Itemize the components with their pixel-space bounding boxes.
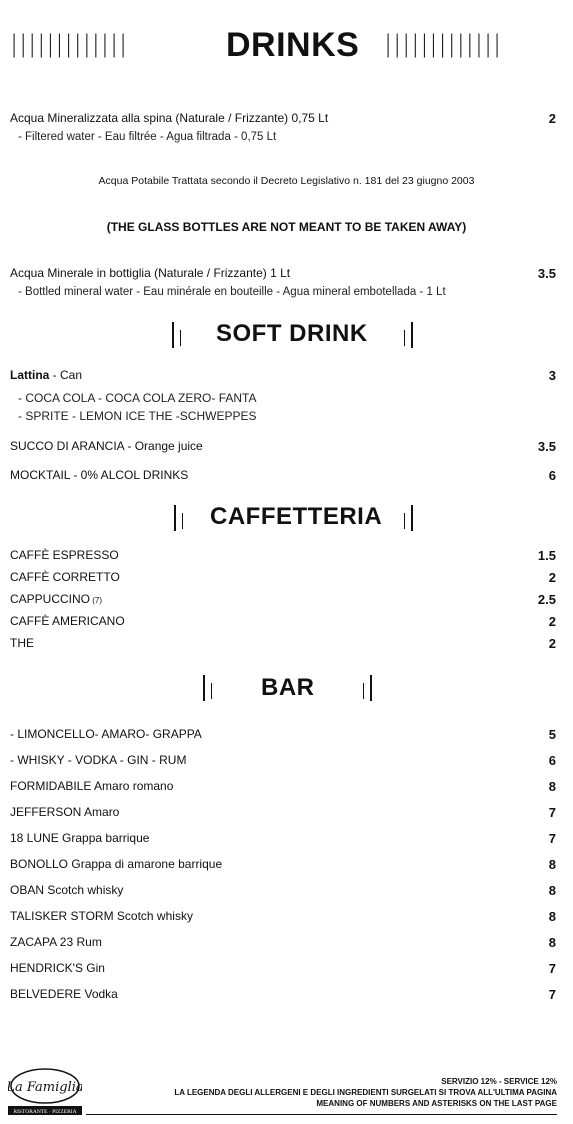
menu-item-spirits bbox=[10, 753, 556, 768]
item-name: CAFFÈ AMERICANO bbox=[10, 614, 125, 628]
item-name: BONOLLO bbox=[10, 857, 69, 871]
menu-item-corretto bbox=[10, 570, 556, 585]
item-desc: Amaro romano bbox=[91, 779, 174, 793]
item-desc: Vodka bbox=[81, 987, 118, 1001]
item-name: Lattina bbox=[10, 368, 50, 382]
item-label: Acqua Minerale in bottiglia (Naturale / Frizzante) 1 Lt bbox=[10, 266, 291, 280]
restaurant-logo bbox=[8, 1066, 82, 1116]
item-name: HENDRICK'S bbox=[10, 961, 83, 975]
item-desc: Scotch whisky bbox=[44, 883, 124, 897]
section-bar-left bbox=[174, 505, 176, 531]
item-name: THE bbox=[10, 636, 34, 650]
item-price: 3.5 bbox=[537, 266, 556, 281]
section-bar-right bbox=[411, 322, 413, 348]
section-bar-left-thin bbox=[211, 683, 212, 699]
item-name: JEFFERSON bbox=[10, 805, 82, 819]
menu-item-liqueurs bbox=[10, 727, 556, 742]
item-subtitle: - Bottled mineral water - Eau minérale en bouteille - Agua mineral embotellada - 1 Lt bbox=[18, 286, 446, 298]
section-bar-left bbox=[203, 675, 205, 701]
item-name: TALISKER STORM bbox=[10, 909, 114, 923]
section-title-bar: BAR bbox=[261, 674, 315, 701]
section-bar-left-thin bbox=[180, 330, 181, 346]
item-price: 5 bbox=[548, 727, 556, 742]
menu-item-americano bbox=[10, 614, 556, 629]
allergen-note: (7) bbox=[90, 596, 103, 605]
water-legal-note: Acqua Potabile Trattata secondo il Decreto Legislativo n. 181 del 23 giugno 2003 bbox=[98, 175, 475, 187]
footer-service-charge: SERVIZIO 12% - SERVICE 12% bbox=[441, 1077, 557, 1086]
item-price: 8 bbox=[548, 883, 556, 898]
section-bar-left-thin bbox=[182, 513, 183, 529]
footer-rule bbox=[86, 1114, 557, 1115]
item-price: 6 bbox=[548, 753, 556, 768]
menu-item-orange-juice bbox=[10, 439, 556, 454]
menu-item-water-tap bbox=[10, 111, 556, 126]
menu-item-jefferson bbox=[10, 805, 556, 820]
item-price: 8 bbox=[548, 909, 556, 924]
item-price: 2 bbox=[548, 614, 556, 629]
item-desc: Gin bbox=[82, 961, 105, 975]
item-price: 8 bbox=[548, 779, 556, 794]
item-name: - WHISKY - VODKA - GIN - RUM bbox=[10, 753, 187, 767]
menu-item-espresso bbox=[10, 548, 556, 563]
item-name: MOCKTAIL - 0% ALCOL DRINKS bbox=[10, 468, 189, 482]
menu-item-mocktail bbox=[10, 468, 556, 483]
item-price: 7 bbox=[548, 961, 556, 976]
item-price: 6 bbox=[548, 468, 556, 483]
item-name: ZACAPA 23 bbox=[10, 935, 74, 949]
page-title: DRINKS bbox=[226, 26, 360, 64]
glass-bottle-warning: (THE GLASS BOTTLES ARE NOT MEANT TO BE TAKEN AWAY) bbox=[106, 220, 467, 234]
item-desc: Amaro bbox=[81, 805, 120, 819]
item-name: CAFFÈ ESPRESSO bbox=[10, 548, 119, 562]
item-desc: Scotch whisky bbox=[113, 909, 193, 923]
item-price: 3 bbox=[548, 368, 556, 383]
section-bar-right-thin bbox=[404, 330, 405, 346]
decorative-bars-left: ||||||||||||| bbox=[10, 30, 129, 58]
item-name: BELVEDERE bbox=[10, 987, 82, 1001]
item-name: - LIMONCELLO- AMARO- GRAPPA bbox=[10, 727, 202, 741]
item-price: 1.5 bbox=[537, 548, 556, 563]
menu-item-water-bottle bbox=[10, 266, 556, 281]
item-price: 8 bbox=[548, 935, 556, 950]
item-desc: Grappa di amarone barrique bbox=[68, 857, 223, 871]
item-label: Acqua Mineralizzata alla spina (Naturale / Frizzante) 0,75 Lt bbox=[10, 111, 329, 125]
menu-item-can bbox=[10, 368, 556, 383]
item-desc: - Orange juice bbox=[124, 439, 203, 453]
footer-info bbox=[174, 1076, 557, 1109]
item-price: 7 bbox=[548, 805, 556, 820]
menu-item-the bbox=[10, 636, 556, 651]
item-desc: Grappa barrique bbox=[58, 831, 150, 845]
item-name: 18 LUNE bbox=[10, 831, 59, 845]
item-price: 2 bbox=[548, 570, 556, 585]
menu-item-oban bbox=[10, 883, 556, 898]
logo-subtitle: RISTORANTE · PIZZERIA bbox=[13, 1109, 77, 1115]
item-price: 7 bbox=[548, 987, 556, 1002]
item-price: 2 bbox=[548, 636, 556, 651]
item-subtitle: - Filtered water - Eau filtrée - Agua filtrada - 0,75 Lt bbox=[18, 131, 277, 143]
section-bar-left bbox=[172, 322, 174, 348]
item-price: 2.5 bbox=[537, 592, 556, 607]
logo-emblem-icon bbox=[8, 1066, 82, 1116]
section-title-caffetteria: CAFFETTERIA bbox=[210, 503, 383, 530]
can-options-line1: - COCA COLA - COCA COLA ZERO- FANTA bbox=[18, 391, 257, 405]
menu-item-cappuccino bbox=[10, 592, 556, 608]
item-price: 8 bbox=[548, 857, 556, 872]
item-name: CAFFÈ CORRETTO bbox=[10, 570, 120, 584]
item-name: OBAN bbox=[10, 883, 45, 897]
item-desc: Rum bbox=[73, 935, 102, 949]
section-bar-right bbox=[411, 505, 413, 531]
menu-item-zacapa bbox=[10, 935, 556, 950]
section-bar-right-thin bbox=[363, 683, 364, 699]
item-name: SUCCO DI ARANCIA bbox=[10, 439, 125, 453]
menu-item-talisker bbox=[10, 909, 556, 924]
item-price: 3.5 bbox=[537, 439, 556, 454]
section-title-soft-drink: SOFT DRINK bbox=[216, 320, 368, 347]
menu-item-belvedere bbox=[10, 987, 556, 1002]
decorative-bars-right: ||||||||||||| bbox=[384, 30, 503, 58]
section-bar-right-thin bbox=[404, 513, 405, 529]
section-bar-right bbox=[370, 675, 372, 701]
menu-item-18-lune bbox=[10, 831, 556, 846]
menu-item-hendricks bbox=[10, 961, 556, 976]
item-price: 2 bbox=[548, 111, 556, 126]
menu-item-formidabile bbox=[10, 779, 556, 794]
footer-meaning-note: MEANING OF NUMBERS AND ASTERISKS ON THE LAST PAGE bbox=[316, 1099, 557, 1108]
can-options-line2: - SPRITE - LEMON ICE THE -SCHWEPPES bbox=[18, 409, 257, 423]
item-name: FORMIDABILE bbox=[10, 779, 92, 793]
item-name: CAPPUCCINO bbox=[10, 592, 91, 606]
logo-script-text: La Famiglia bbox=[8, 1080, 82, 1095]
item-price: 7 bbox=[548, 831, 556, 846]
footer-allergen-legend: LA LEGENDA DEGLI ALLERGENI E DEGLI INGREDIENTI SURGELATI SI TROVA ALL'ULTIMA PAGINA bbox=[174, 1088, 557, 1097]
item-desc: - Can bbox=[49, 368, 83, 382]
menu-item-bonollo bbox=[10, 857, 556, 872]
